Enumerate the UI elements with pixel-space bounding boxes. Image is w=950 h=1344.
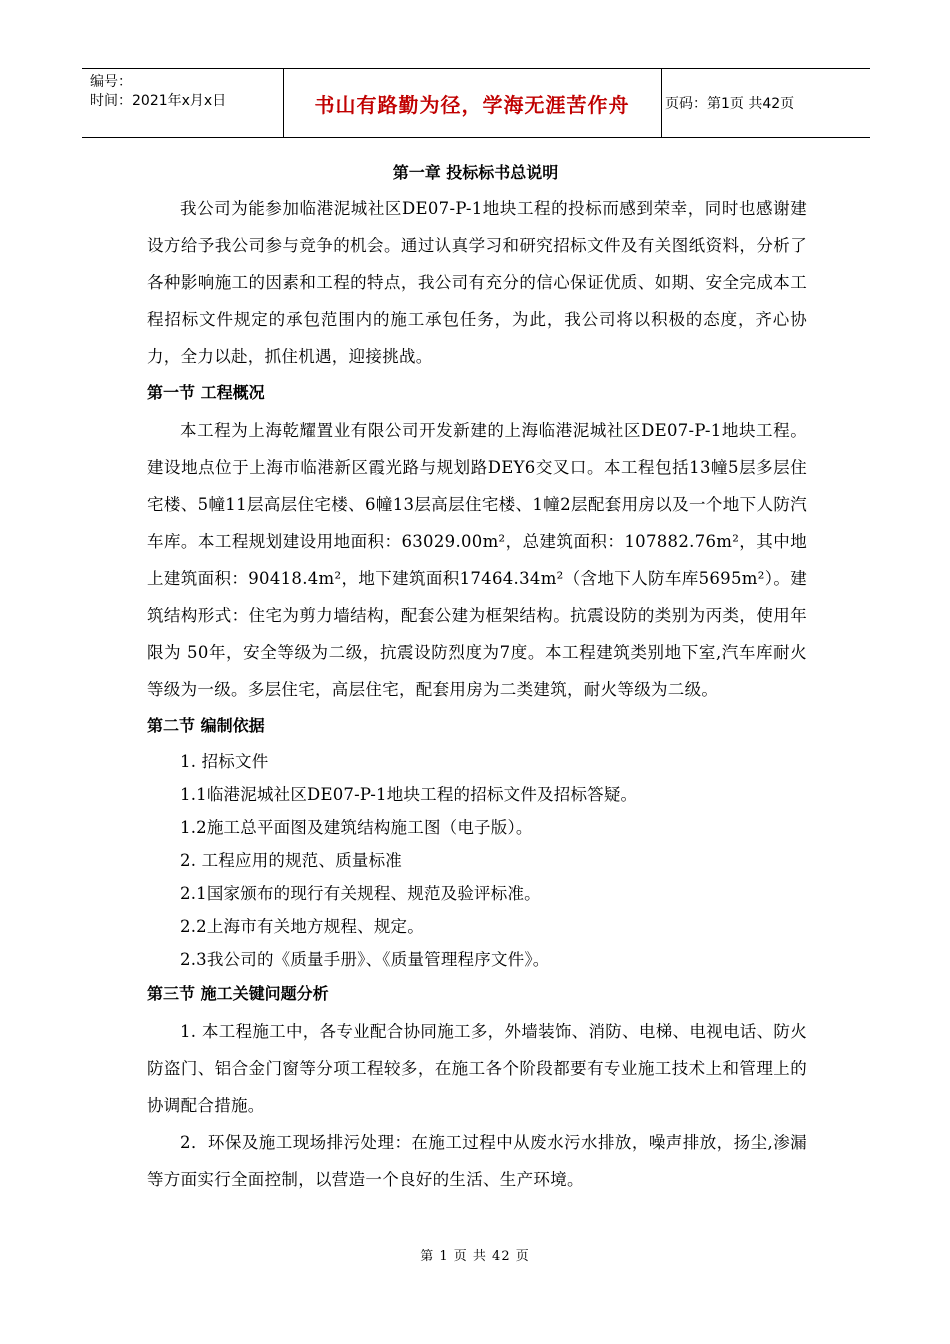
- section-heading-analysis: 第三节 施工关键问题分析: [147, 984, 329, 1003]
- list-item: 2. 工程应用的规范、质量标准: [180, 851, 402, 870]
- number-label: 编号：: [90, 74, 132, 90]
- page-header: [82, 68, 870, 138]
- header-divider-right: [661, 69, 662, 137]
- list-item: 1.2施工总平面图及建筑结构施工图（电子版）。: [180, 818, 533, 837]
- section-heading-overview: 第一节 工程概况: [147, 383, 265, 402]
- list-item: 1. 招标文件: [180, 752, 269, 771]
- analysis-paragraph-1: 1. 本工程施工中，各专业配合协同施工多，外墙装饰、消防、电梯、电视电话、防火防盗门、铝合金门窗等分项工程较多，在施工各个阶段都要有专业施工技术上和管理上的协调配合措施。: [147, 1022, 807, 1115]
- time-label: 时间：2021年x月x日: [90, 93, 227, 109]
- list-item: 2.2上海市有关地方规程、规定。: [180, 917, 424, 936]
- overview-paragraph: 本工程为上海乾耀置业有限公司开发新建的上海临港泥城社区DE07-P-1地块工程。建设地点位于上海市临港新区霞光路与规划路DEY6交叉口。本工程包括13幢5层多层住宅楼、5幢11层高层住宅楼、6幢13层高层住宅楼、1幢2层配套用房以及一个地下人防汽车库。本工程规划建设用地面积：63029.00m²，总建筑面积：107882.76m²，其中地上建筑面积：90418.4m²，地下建筑面积17464.34m²（含地下人防车库5695m²）。建筑结构形式：住宅为剪力墙结构，配套公建为框架结构。抗震设防的类别为丙类，使用年限为 50年，安全等级为二级，抗震设防烈度为7度。本工程建筑类别地下室,汽车库耐火等级为一级。多层住宅，高层住宅，配套用房为二类建筑，耐火等级为二级。: [147, 421, 807, 699]
- list-item: 2.1国家颁布的现行有关规程、规范及验评标准。: [180, 884, 541, 903]
- header-meta: [90, 73, 226, 111]
- header-page-info: 页码：第1页 共42页: [665, 96, 795, 112]
- section-heading-basis: 第二节 编制依据: [147, 716, 265, 735]
- analysis-paragraph-2: 2．环保及施工现场排污处理：在施工过程中从废水污水排放，噪声排放，扬尘,渗漏等方面实行全面控制，以营造一个良好的生活、生产环境。: [147, 1133, 807, 1189]
- basis-list: [147, 745, 807, 976]
- page-footer: 第 1 页 共 42 页: [420, 1249, 530, 1264]
- header-motto: 书山有路勤为径，学海无涯苦作舟: [314, 92, 630, 117]
- intro-paragraph: 我公司为能参加临港泥城社区DE07-P-1地块工程的投标而感到荣幸，同时也感谢建设方给予我公司参与竞争的机会。通过认真学习和研究招标文件及有关图纸资料，分析了各种影响施工的因素和工程的特点，我公司有充分的信心保证优质、如期、安全完成本工程招标文件规定的承包范围内的施工承包任务，为此，我公司将以积极的态度，齐心协力，全力以赴，抓住机遇，迎接挑战。: [147, 199, 807, 366]
- list-item: 1.1临港泥城社区DE07-P-1地块工程的招标文件及招标答疑。: [180, 785, 638, 804]
- chapter-title: 第一章 投标标书总说明: [392, 163, 559, 182]
- list-item: 2.3我公司的《质量手册》、《质量管理程序文件》。: [180, 950, 550, 969]
- document-body: [147, 156, 807, 1198]
